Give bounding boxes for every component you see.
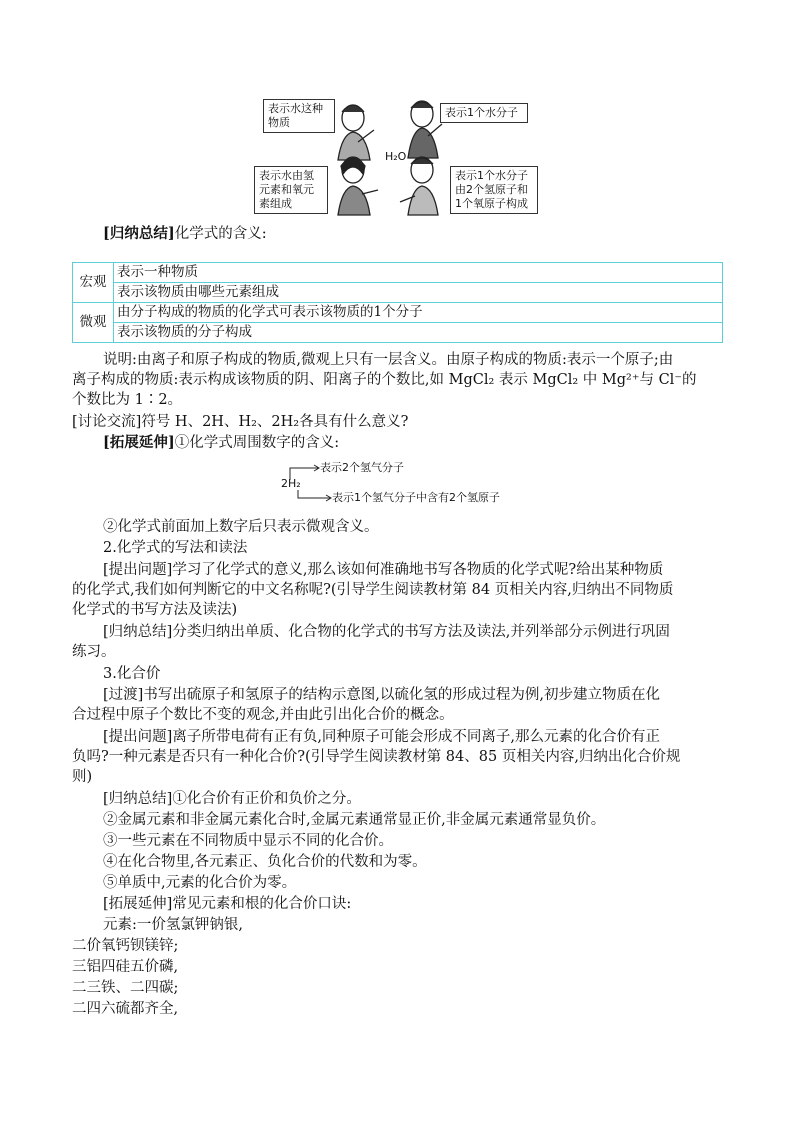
question-1-line: 的化学式,我们如何判断它的中文名称呢?(引导学生阅读教材第 84 页相关内容,归纳出不同物质: [72, 582, 674, 598]
speech-line: 表示水这种: [268, 102, 323, 115]
speech-line: 素组成: [259, 197, 292, 210]
summary-2-line: 练习。: [72, 644, 116, 660]
diagram-top-label: 表示2个氢气分子: [320, 461, 404, 474]
summary-3-line: ④在化合物里,各元素正、负化合价的代数和为零。: [103, 854, 427, 870]
table-cell: 由分子构成的物质的化学式可表示该物质的1个分子: [114, 303, 723, 323]
section-heading-3: 3.化合价: [103, 666, 161, 682]
table-row: [73, 303, 723, 323]
table-cell: 表示一种物质: [114, 263, 723, 283]
speech-line: 物质: [268, 116, 290, 129]
diagram-formula: 2H₂: [281, 477, 301, 490]
question-2-line: 则): [72, 769, 93, 785]
rhyme-line: 二三铁、二四碳;: [72, 980, 179, 996]
person-top-right: [408, 101, 442, 158]
center-formula: H₂O: [385, 150, 407, 163]
transition-line: [过渡]书写出硫原子和氢原子的结构示意图,以硫化氢的形成过程为例,初步建立物质在化: [103, 687, 661, 703]
speech-box-substance: [263, 99, 335, 133]
speech-line: 表示水由氢: [259, 169, 314, 182]
discussion: [讨论交流]符号 H、2H、H₂、2H₂各具有什么意义?: [72, 414, 409, 430]
speech-line: 由2个氢原子和: [455, 183, 528, 196]
rhyme-line: 二四六硫都齐全,: [72, 1001, 179, 1017]
extension-numbers: [103, 433, 339, 453]
summary-3-line: [归纳总结]①化合价有正价和负价之分。: [103, 791, 361, 807]
section-heading-2: 2.化学式的写法和读法: [103, 540, 248, 556]
person-bottom-right: [400, 157, 438, 215]
transition-line: 合过程中原子个数比不变的观念,并由此引出化合价的概念。: [72, 707, 454, 723]
rhyme-line: 二价氧钙钡镁锌;: [72, 938, 179, 954]
speech-line: 表示1个水分子: [455, 169, 528, 182]
cell-macro: 宏观: [73, 263, 114, 303]
speech-box-elements: [254, 166, 328, 214]
person-top-left: [338, 105, 374, 160]
note-line: 个数比为 1∶2。: [72, 392, 183, 408]
table-row: [73, 263, 723, 283]
table-row: [73, 323, 723, 343]
summary-text: 化学式的含义:: [174, 226, 267, 242]
summary-2-line: [归纳总结]分类归纳出单质、化合物的化学式的书写方法及读法,并列举部分示例进行巩固: [103, 624, 670, 640]
speech-box-composition: [450, 166, 538, 214]
note-line: 离子构成的物质:表示构成该物质的阴、阳离子的个数比,如 MgCl₂ 表示 MgCl₂ 中 Mg²⁺与 Cl⁻的: [72, 372, 697, 388]
rhyme-line: 元素:一价氢氯钾钠银,: [103, 917, 243, 933]
summary-3-line: ⑤单质中,元素的化合价为零。: [103, 875, 297, 891]
question-2-line: 负吗?一种元素是否只有一种化合价?(引导学生阅读教材第 84、85 页相关内容,归纳出化合价规: [72, 749, 681, 765]
summary-3-line: ②金属元素和非金属元素化合时,金属元素通常显正价,非金属元素通常显负价。: [103, 812, 606, 828]
summary-meaning: [103, 224, 267, 244]
cell-micro: 微观: [73, 303, 114, 343]
question-1-line: [提出问题]学习了化学式的意义,那么该如何准确地书写各物质的化学式呢?给出某种物质: [103, 562, 664, 578]
person-bottom-left: [338, 157, 378, 215]
table-row: [73, 283, 723, 303]
speech-line: 1个氧原子构成: [455, 197, 528, 210]
table-cell: 表示该物质由哪些元素组成: [114, 283, 723, 303]
section-tag: [归纳总结]: [103, 225, 175, 242]
formula-meaning-table: [72, 262, 723, 343]
speech-line: 表示1个水分子: [445, 106, 518, 119]
question-1-line: 化学式的书写方法及读法): [72, 602, 238, 618]
speech-box-molecule: [440, 103, 528, 123]
section-tag: [拓展延伸]: [103, 434, 175, 451]
rhyme-line: 三铝四硅五价磷,: [72, 959, 179, 975]
speech-line: 元素和氧元: [259, 183, 314, 196]
extension-text: ①化学式周围数字的含义:: [174, 435, 340, 451]
micro-meaning-note: ②化学式前面加上数字后只表示微观含义。: [103, 519, 379, 535]
note-line: 说明:由离子和原子构成的物质,微观上只有一层含义。由原子构成的物质:表示一个原子;由: [103, 352, 674, 368]
table-cell: 表示该物质的分子构成: [114, 323, 723, 343]
extension-rhyme: [拓展延伸]常见元素和根的化合价口诀:: [103, 896, 352, 912]
diagram-bottom-label: 表示1个氢气分子中含有2个氢原子: [332, 491, 500, 504]
summary-3-line: ③一些元素在不同物质中显示不同的化合价。: [103, 833, 393, 849]
question-2-line: [提出问题]离子所带电荷有正有负,同种原子可能会形成不同离子,那么元素的化合价有正: [103, 729, 661, 745]
